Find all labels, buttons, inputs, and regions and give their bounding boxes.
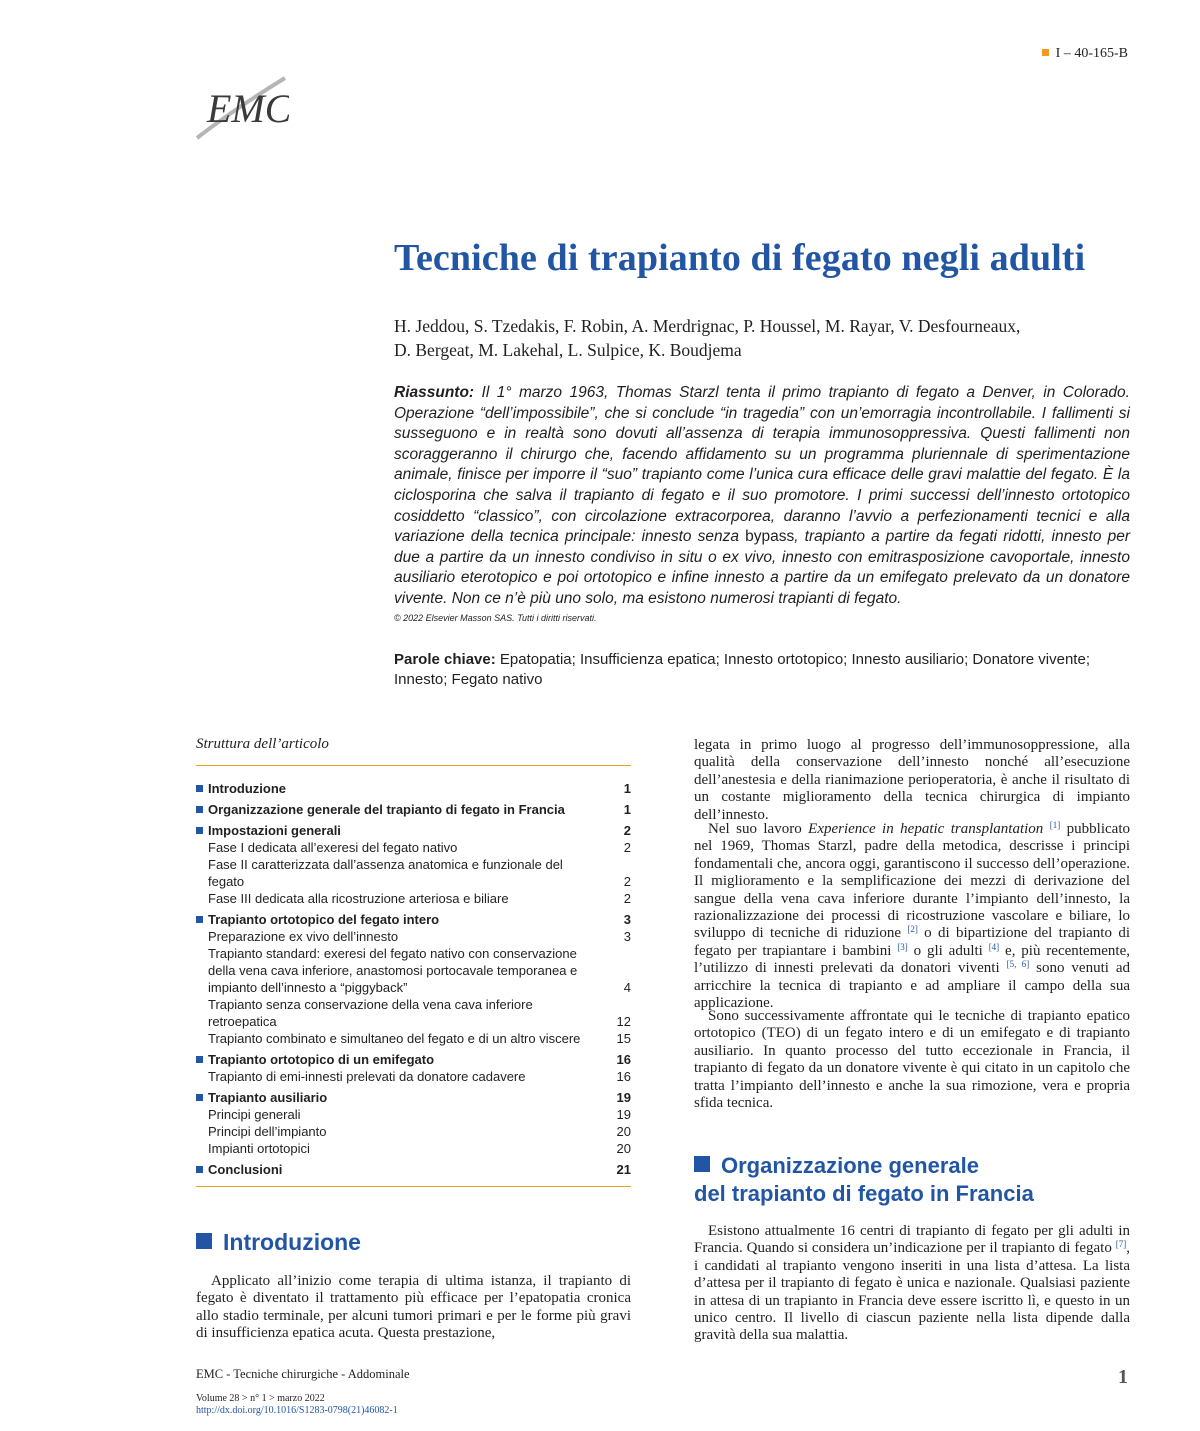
intro-paragraph: Applicato all’inizio come terapia di ultima istanza, il trapianto di fegato è diventato il trattamento più efficace per l’epatopatia cronica allo stadio terminale, per alcuni tumori primari e per le forme più gravi di insufficienza epatica acuta. Questa prestazione, (196, 1273, 631, 1342)
toc-entry[interactable] (196, 839, 631, 856)
toc-entry-label: Organizzazione generale del trapianto di fegato in Francia (196, 801, 596, 818)
text-run: e, più recentemente, l’utilizzo di innesti prelevati da donatori viventi (694, 942, 1130, 977)
citation-link[interactable]: [2] (907, 924, 918, 935)
text-run: o di bipartizione del trapianto di fegato per trapiantare i bambini (694, 925, 1130, 959)
toc-entry-page: 16 (616, 1052, 631, 1067)
toc-entry[interactable] (196, 1123, 631, 1140)
toc-entry-page: 2 (623, 874, 631, 889)
toc-entry-page: 19 (616, 1090, 631, 1105)
body-paragraph (694, 1223, 1130, 1345)
toc-entry-page: 20 (616, 1124, 631, 1139)
toc-entry-label: Trapianto senza conservazione della vena cava inferiore retroepatica (208, 997, 533, 1029)
text-run: , i candidati al trapianto vengono inseriti in una lista d’attesa. La lista d’attesa per il trapianto di fegato è unica e nazionale. Qualsiasi paziente in attesa di un trapianto in Francia deve essere iscritto lì, e questo in un unico centro. Il livello di ciascun paziente nella lista dipende dalla gravità della sua malattia. (694, 1240, 1130, 1344)
toc-entry[interactable] (196, 1051, 631, 1068)
toc-entry-page: 19 (616, 1107, 631, 1122)
text-run: Nel suo lavoro (708, 821, 809, 837)
blue-square-icon (694, 1156, 710, 1172)
toc-entry[interactable] (196, 1068, 631, 1085)
toc-entry[interactable] (196, 890, 631, 907)
toc-entry-page: 2 (623, 840, 631, 855)
toc-entry-page: 20 (616, 1141, 631, 1156)
abstract-label: Riassunto: (394, 384, 475, 401)
section-heading-text: Introduzione (223, 1229, 361, 1255)
toc-entry-label: Fase I dedicata all’exeresi del fegato nativo (208, 840, 458, 855)
toc-entry-page: 3 (623, 929, 631, 944)
copyright: © 2022 Elsevier Masson SAS. Tutti i diritti riservati. (394, 613, 597, 623)
text-run: pubblicato nel 1969, Thomas Starzl, padre della metodica, descrisse i principi fondamentali che, ancora oggi, garantiscono il successo dell’operazione. Il miglioramento e la semplificazione dei mezzi di derivazione del sangue della vena cava inferiore durante l’impianto dell’innesto, la razionalizzazione dei processi di ricostruzione vascolare e biliare, lo sviluppo di tecniche di riduzione (694, 821, 1130, 942)
toc-entry-label: Trapianto combinato e simultaneo del fegato e di un altro viscere (208, 1031, 581, 1046)
table-of-contents (196, 776, 631, 1178)
emc-logo (193, 70, 289, 142)
logo-text: EMC (207, 86, 289, 131)
toc-entry-page: 1 (623, 802, 631, 817)
toc-divider (196, 1186, 631, 1187)
journal-name: EMC - Tecniche chirurgiche - Addominale (196, 1367, 410, 1381)
orange-square-icon (1042, 49, 1049, 56)
toc-entry-page: 4 (623, 980, 631, 995)
text-run: Esistono attualmente 16 centri di trapianto di fegato per gli adulti in Francia. Quando si considera un’indicazione per il trapianto di fegato (694, 1223, 1130, 1257)
toc-divider (196, 765, 631, 766)
toc-entry[interactable] (196, 996, 631, 1030)
toc-entry[interactable] (196, 1089, 631, 1106)
authors-line: H. Jeddou, S. Tzedakis, F. Robin, A. Merdrignac, P. Houssel, M. Rayar, V. Desfourneaux, (394, 316, 1021, 336)
toc-entry-page: 16 (616, 1069, 631, 1084)
blue-square-icon (196, 1233, 212, 1249)
toc-entry[interactable] (196, 1161, 631, 1178)
keywords-label: Parole chiave: (394, 651, 496, 668)
toc-entry-label: Principi generali (208, 1107, 301, 1122)
volume-info: Volume 28 > n° 1 > marzo 2022 (196, 1393, 325, 1404)
toc-entry-label: Trapianto di emi-innesti prelevati da donatore cadavere (208, 1069, 526, 1084)
toc-entry[interactable] (196, 822, 631, 839)
text-run: o gli adulti (907, 942, 983, 959)
abstract (394, 383, 1130, 610)
abstract-text-upright: bypass (745, 528, 795, 546)
doi-link[interactable]: http://dx.doi.org/10.1016/S1283-0798(21)46082-1 (196, 1405, 398, 1416)
toc-entry-label: Introduzione (196, 780, 596, 797)
body-paragraph: legata in primo luogo al progresso dell’immunosoppressione, alla qualità della conservazione dell’innesto nonché all’esecuzione dell’anestesia e della rianimazione perioperatoria, è anche il risultato di un costante miglioramento della tecnica chirurgica di impianto dell’innesto. (694, 737, 1130, 823)
article-title: Tecniche di trapianto di fegato negli adulti (394, 237, 1086, 279)
toc-entry[interactable] (196, 856, 631, 890)
toc-entry-page: 15 (616, 1031, 631, 1046)
citation-link[interactable]: [5, 6] (1006, 959, 1030, 970)
toc-entry-label: Preparazione ex vivo dell’innesto (208, 929, 399, 944)
section-heading-text: del trapianto di fegato in Francia (694, 1181, 1034, 1206)
toc-entry-label: Impostazioni generali (196, 822, 596, 839)
authors-line: D. Bergeat, M. Lakehal, L. Sulpice, K. Boudjema (394, 340, 742, 360)
toc-entry-label: Conclusioni (196, 1161, 596, 1178)
citation-link[interactable]: [7] (1115, 1239, 1127, 1250)
text-run: sono venuti ad arricchire la tecnica di trapianto e ad ampliare il campo della sua applicazione. (694, 960, 1131, 1012)
keywords-text: Epatopatia; Insufficienza epatica; Innesto ortotopico; Innesto ausiliario; Donatore vivente; Innesto; Fegato nativo (394, 651, 1090, 688)
abstract-text: , trapianto a partire da fegati ridotti, innesto per due a partire da un innesto condiviso in situ o ex vivo, innesto con emitrasposizione cavoportale, innesto ausiliario eterotopico e poi ortotopico e infine innesto a partire da un emifegato prelevato da un donatore vivente. Non ce n’è più uno solo, ma esistono numerosi trapianti di fegato. (394, 528, 1130, 607)
cited-work-title: Experience in hepatic transplantation (808, 821, 1044, 837)
page-number: 1 (1118, 1366, 1128, 1388)
toc-entry[interactable] (196, 1030, 631, 1047)
toc-entry-page: 2 (623, 891, 631, 906)
section-heading-introduzione (196, 1229, 361, 1256)
toc-entry[interactable] (196, 945, 631, 996)
toc-entry[interactable] (196, 1140, 631, 1157)
toc-entry[interactable] (196, 911, 631, 928)
toc-entry-label: Trapianto ausiliario (196, 1089, 596, 1106)
toc-entry-page: 21 (616, 1162, 631, 1177)
document-code-text: I – 40-165-B (1055, 46, 1128, 61)
abstract-text: Il 1° marzo 1963, Thomas Starzl tenta il primo trapianto di fegato a Denver, in Colorado. Operazione “dell’impossibile”, che si conclude “in tragedia” con un’emorragia incontrollabile. I fallimenti si susseguono e in realtà sono dovuti all’assenza di terapia immunosoppressiva. Questi fallimenti non scoraggeranno il chirurgo che, facendo affidamento su un programma pluriennale di sperimentazione animale, finisce per imporre il “suo” trapianto come l’unica cura efficace delle gravi malattie del fegato. È la ciclosporina che salva il trapianto di fegato e il suo promotore. I primi successi dell’innesto ortotopico cosiddetto “classico”, con circolazione extracorporea, daranno l’avvio a perfezionamenti tecnici e alla variazione della tecnica principale: innesto senza (394, 384, 1130, 546)
citation-link[interactable]: [4] (988, 941, 1000, 952)
section-heading-text: Organizzazione generale (721, 1153, 979, 1178)
keywords (394, 650, 1114, 690)
toc-entry[interactable] (196, 801, 631, 818)
authors (394, 314, 1134, 362)
toc-entry-page: 3 (623, 912, 631, 927)
section-heading-organizzazione (694, 1152, 1034, 1208)
citation-link[interactable]: [3] (897, 941, 908, 952)
toc-entry[interactable] (196, 780, 631, 797)
document-code (1042, 46, 1128, 62)
body-paragraph: Sono successivamente affrontate qui le tecniche di trapianto epatico ortotopico (TEO) di un fegato intero e di un emifegato e di trapianto ausiliario. In quanto processo del tutto eccezionale in Francia, il trapianto di fegato da un donatore vivente è qui citato in un capitolo che tratta l’impianto dell’innesto e anche la sua rimozione, vera e propria sfida tecnica. (694, 1008, 1130, 1112)
toc-entry[interactable] (196, 1106, 631, 1123)
toc-title: Struttura dell’articolo (196, 736, 329, 752)
toc-entry-label: Fase II caratterizzata dall’assenza anatomica e funzionale del fegato (208, 857, 563, 889)
toc-entry-label: Principi dell’impianto (208, 1124, 327, 1139)
toc-entry-label: Trapianto standard: exeresi del fegato nativo con conservazione della vena cava inferiore, anastomosi portocavale temporanea e impianto dell’innesto a “piggyback” (208, 946, 578, 995)
toc-entry-label: Fase III dedicata alla ricostruzione arteriosa e biliare (208, 891, 509, 906)
toc-entry-page: 2 (623, 823, 631, 838)
toc-entry-label: Impianti ortotopici (208, 1141, 310, 1156)
citation-link[interactable]: [1] (1049, 820, 1061, 830)
toc-entry-page: 1 (623, 781, 631, 796)
toc-entry-label: Trapianto ortotopico del fegato intero (196, 911, 596, 928)
toc-entry-label: Trapianto ortotopico di un emifegato (196, 1051, 596, 1068)
toc-entry[interactable] (196, 928, 631, 945)
toc-entry-page: 12 (616, 1014, 631, 1029)
body-paragraph (694, 821, 1130, 1012)
